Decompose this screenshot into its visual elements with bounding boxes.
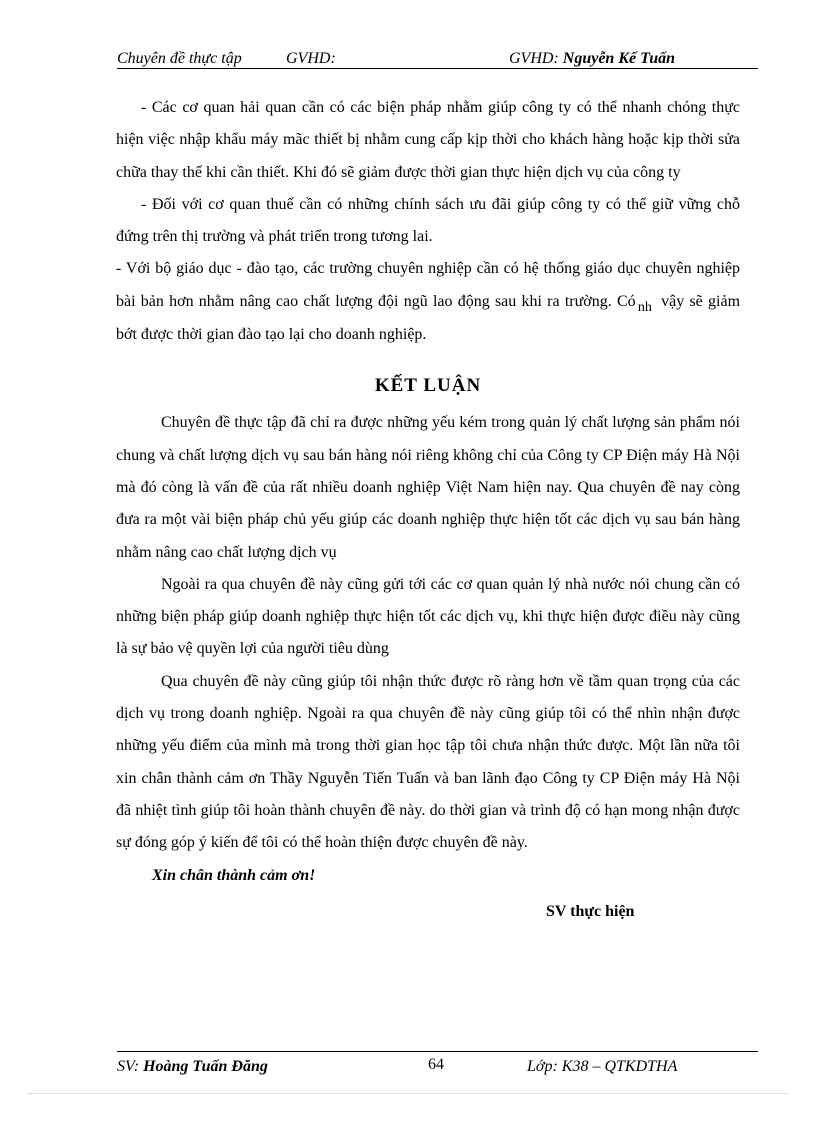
page-footer — [117, 1051, 758, 1082]
header-gvhd-label: GVHD: — [509, 50, 559, 67]
conclusion-paragraph: Qua chuyên đề này cũng giúp tôi nhận thức được rõ ràng hơn về tầm quan trọng của các dịch vụ trong doanh nghiệp. Ngoài ra qua chuyên đề này cũng giúp tôi có thể nhìn nhận được những yếu điểm của mình mà trong thời gian học tập tôi chưa nhận thức được. Một lần nữa tôi xin chân thành cảm ơn Thầy Nguyễn Tiến Tuấn và ban lãnh đạo Công ty CP Điện máy Hà Nội đã nhiệt tình giúp tôi hoàn thành chuyên đề này. do thời gian và trình độ có hạn mong nhận được sự đóng góp ý kiến để tôi có thể hoàn thiện được chuyên đề này. — [116, 672, 740, 852]
signer-label: SV thực hiện — [546, 902, 635, 920]
footer-class: Lớp: K38 – QTKDTHA — [527, 1058, 678, 1075]
education-text-before: - Với bộ giáo dục - đào tạo, các trường chuyên nghiệp cần có hệ thống giáo dục chuyên nghiệp bài bản hơn nhằm nâng cao chất lượng đội ngũ lao động sau khi ra trường. Có — [116, 260, 740, 310]
header-supervisor — [509, 50, 675, 68]
page-header — [117, 50, 758, 69]
page-number: 64 — [428, 1056, 444, 1073]
thanks-line: Xin chân thành cảm ơn! — [152, 866, 316, 884]
conclusion-title: KẾT LUẬN — [374, 375, 482, 397]
education-text-after: vậy sẽ giảm bớt được thời gian đào tạo lại cho doanh nghiệp. — [116, 292, 741, 344]
page-boundary-divider — [28, 1093, 788, 1094]
recommendation-customs: - Các cơ quan hải quan cần có các biện pháp nhằm giúp công ty có thể nhanh chóng thực hiện việc nhập khẩu máy mãc thiết bị nhằm cung cấp kịp thời cho khách hàng hoặc kịp thời sửa chữa thay thế khi cần thiết. Khi đó sẽ giảm được thời gian thực hiện dịch vụ của công ty — [116, 99, 740, 181]
conclusion-paragraph: Chuyên đề thực tập đã chỉ ra được những yếu kém trong quản lý chất lượng sản phẩm nói chung và chất lượng dịch vụ sau bán hàng nói riêng không chỉ của Công ty CP Điện máy Hà Nội mà đó còng là vấn đề của rất nhiều doanh nghiệp Việt Nam hiện nay. Qua chuyên đề nay còng đưa ra một vài biện pháp chủ yếu giúp các doanh nghiệp thực hiện tốt các dịch vụ sau bán hàng nhằm nâng cao chất lượng dịch vụ — [116, 414, 740, 561]
header-supervisor-name: Nguyễn Kế Tuấn — [562, 50, 676, 67]
conclusion-paragraph: Ngoài ra qua chuyên đề này cũng gửi tới các cơ quan quản lý nhà nước nói chung cần có những biện pháp giúp doanh nghiệp thực hiện tốt các dịch vụ, khi thực hiện được điều này cũng là sự bảo vệ quyền lợi của người tiêu dùng — [116, 575, 740, 658]
recommendation-education — [116, 253, 740, 351]
header-gvhd-left: GVHD: — [286, 50, 336, 67]
recommendation-tax: - Đối với cơ quan thuế cần có những chính sách ưu đãi giúp công ty có thể giữ vững chỗ đứng trên thị trường và phát triển trong tương lai. — [116, 195, 740, 246]
header-doc-title: Chuyên đề thực tập — [117, 50, 242, 67]
education-subscript: nh — [637, 299, 652, 315]
footer-student-name: Hoàng Tuấn Đăng — [143, 1058, 268, 1075]
footer-student — [117, 1058, 268, 1076]
page-body — [116, 92, 740, 932]
footer-sv-label: SV: — [117, 1058, 140, 1075]
